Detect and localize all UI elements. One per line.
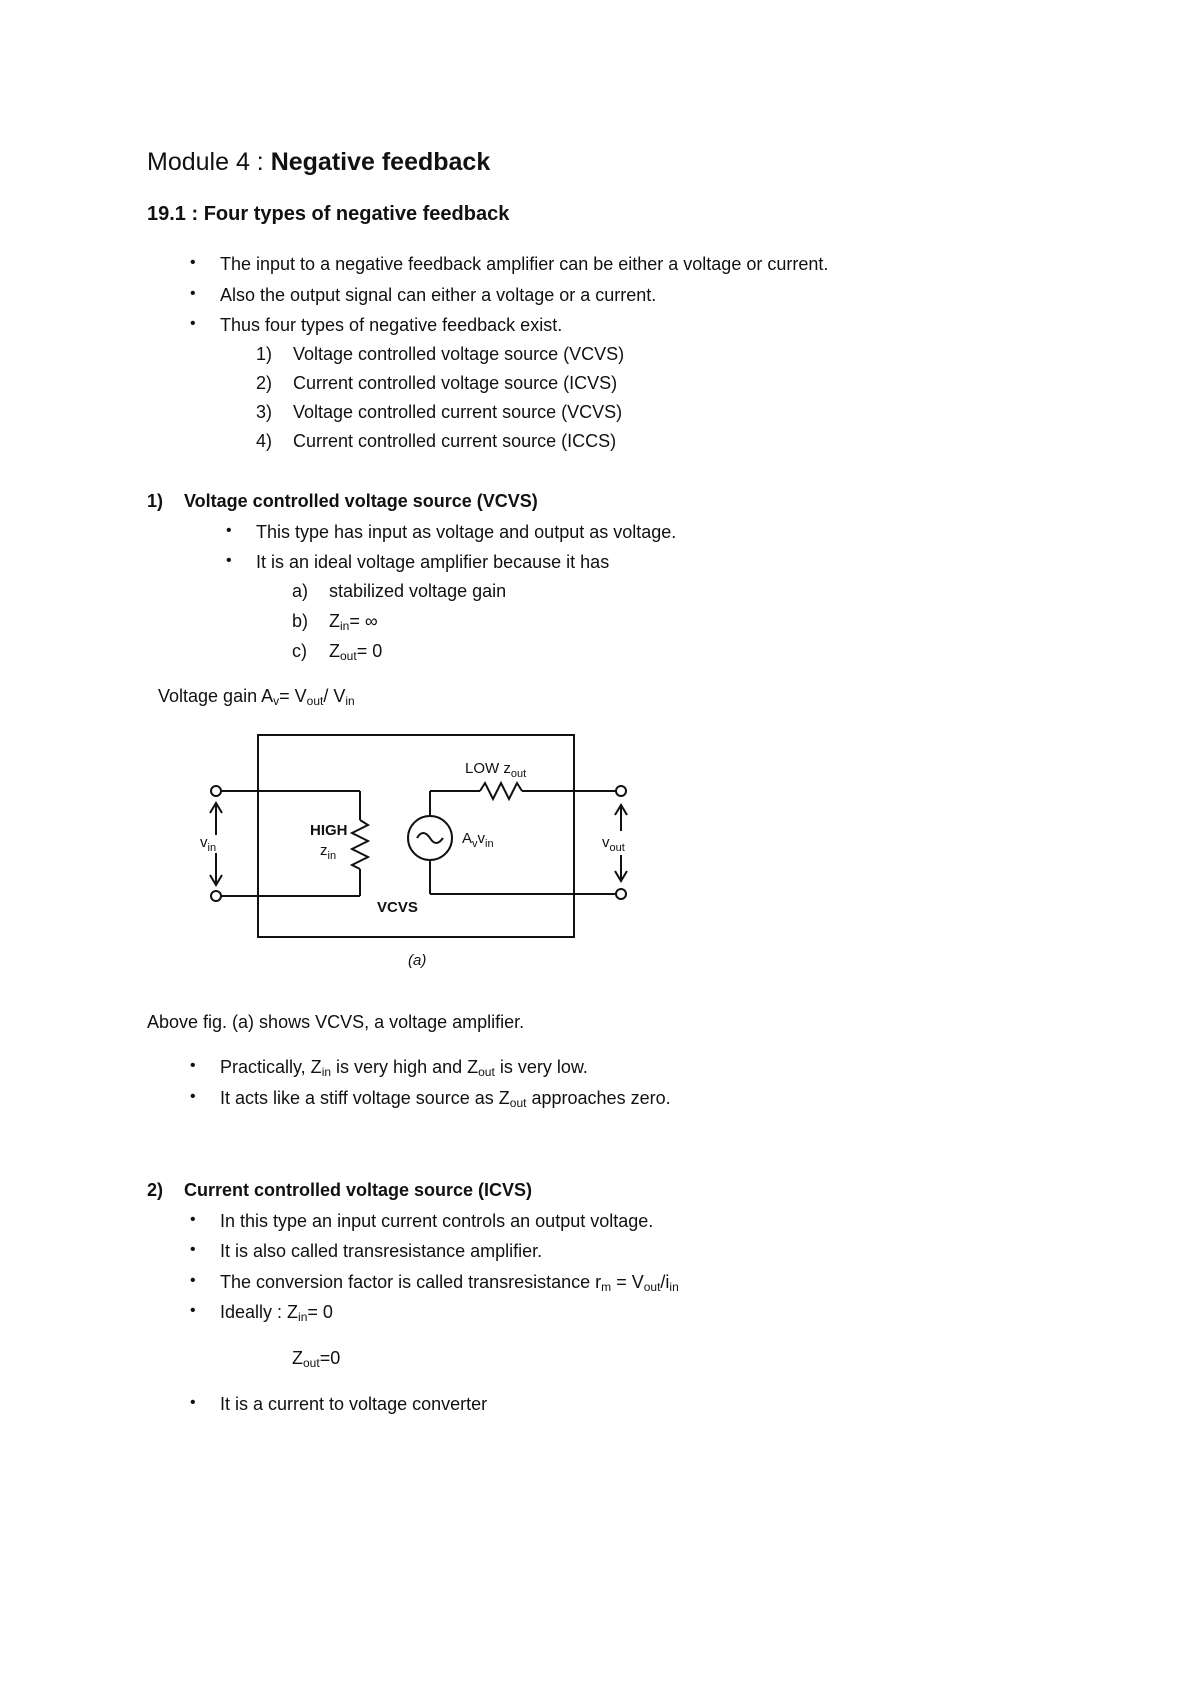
intro-bullet: • The input to a negative feedback amplifier can be either a voltage or current. [220, 254, 828, 275]
type-item [256, 344, 625, 365]
vcvs-note: • It acts like a stiff voltage source as $Z_{out}$ approaches zero. [220, 1088, 671, 1109]
type-item [256, 402, 623, 423]
intro-bullet: • Thus four types of negative feedback exist. [220, 315, 562, 336]
vcvs-note: • Practically, $Z_{in}$ is very high and $Z_{out}$ is very low. [220, 1057, 588, 1078]
vin-label: $v_{in}$ [200, 834, 217, 854]
vcvs-bullet: • It is an ideal voltage amplifier because it has [256, 552, 609, 573]
figure-caption: (a) [408, 952, 427, 969]
low-zout-label: LOW $z_{out}$ [465, 760, 527, 780]
type-num: 2) [256, 373, 273, 393]
type-num: 4) [256, 431, 273, 451]
icvs-bullet: • It is a current to voltage converter [220, 1394, 487, 1415]
type-text: Voltage controlled current source (VCVS) [293, 402, 623, 422]
zin-resistor [352, 820, 368, 869]
voltage-gain-formula: Voltage gain $A_v= V_{out}/$ $V_{in}$ [158, 686, 355, 708]
av-vin-label: $A_vv_{in}$ [462, 830, 494, 850]
zin-label: $z_{in}$ [320, 842, 337, 862]
output-terminal-bottom [616, 889, 626, 899]
type-num: 3) [256, 402, 273, 422]
type-item [256, 373, 618, 394]
icvs-heading: 2) Current controlled voltage source (ICVS) [147, 1180, 533, 1200]
vcvs-prop: c) $Z_{out}= 0$ [292, 641, 383, 663]
icvs-zout: $Z_{out}=0$ [292, 1348, 341, 1370]
type-text: Voltage controlled voltage source (VCVS) [293, 344, 625, 364]
high-label: HIGH [310, 822, 348, 839]
vcvs-heading: 1) Voltage controlled voltage source (VCVS) [147, 491, 538, 511]
vcvs-prop: a) stabilized voltage gain [292, 581, 507, 601]
icvs-bullet: • Ideally : $Z_{in}= 0$ [220, 1302, 333, 1323]
figure-description: Above fig. (a) shows VCVS, a voltage amplifier. [147, 1012, 525, 1032]
type-text: Current controlled current source (ICCS) [293, 431, 617, 451]
type-text: Current controlled voltage source (ICVS) [293, 373, 618, 393]
output-terminal-top [616, 786, 626, 796]
input-terminal-bottom [211, 891, 221, 901]
icvs-bullet: • In this type an input current controls an output voltage. [220, 1211, 653, 1232]
input-terminal-top [211, 786, 221, 796]
vout-label: $v_{out}$ [602, 834, 625, 854]
zout-resistor [480, 783, 522, 799]
type-item [256, 431, 617, 452]
page-title: Module 4 : Negative feedback [147, 148, 491, 176]
vcvs-circuit-diagram [200, 725, 680, 985]
type-num: 1) [256, 344, 273, 364]
intro-bullet: • Also the output signal can either a voltage or a current. [220, 285, 656, 306]
vcvs-bullet: • This type has input as voltage and output as voltage. [256, 522, 676, 543]
vcvs-prop: b) $Z_{in}=$ ∞ [292, 611, 378, 633]
icvs-bullet: • The conversion factor is called transresistance $r_m = V_{out}/i_{in}$ [220, 1272, 679, 1293]
vcvs-box-label: VCVS [377, 899, 418, 916]
icvs-bullet: • It is also called transresistance amplifier. [220, 1241, 542, 1262]
section-heading: 19.1 : Four types of negative feedback [147, 203, 510, 225]
